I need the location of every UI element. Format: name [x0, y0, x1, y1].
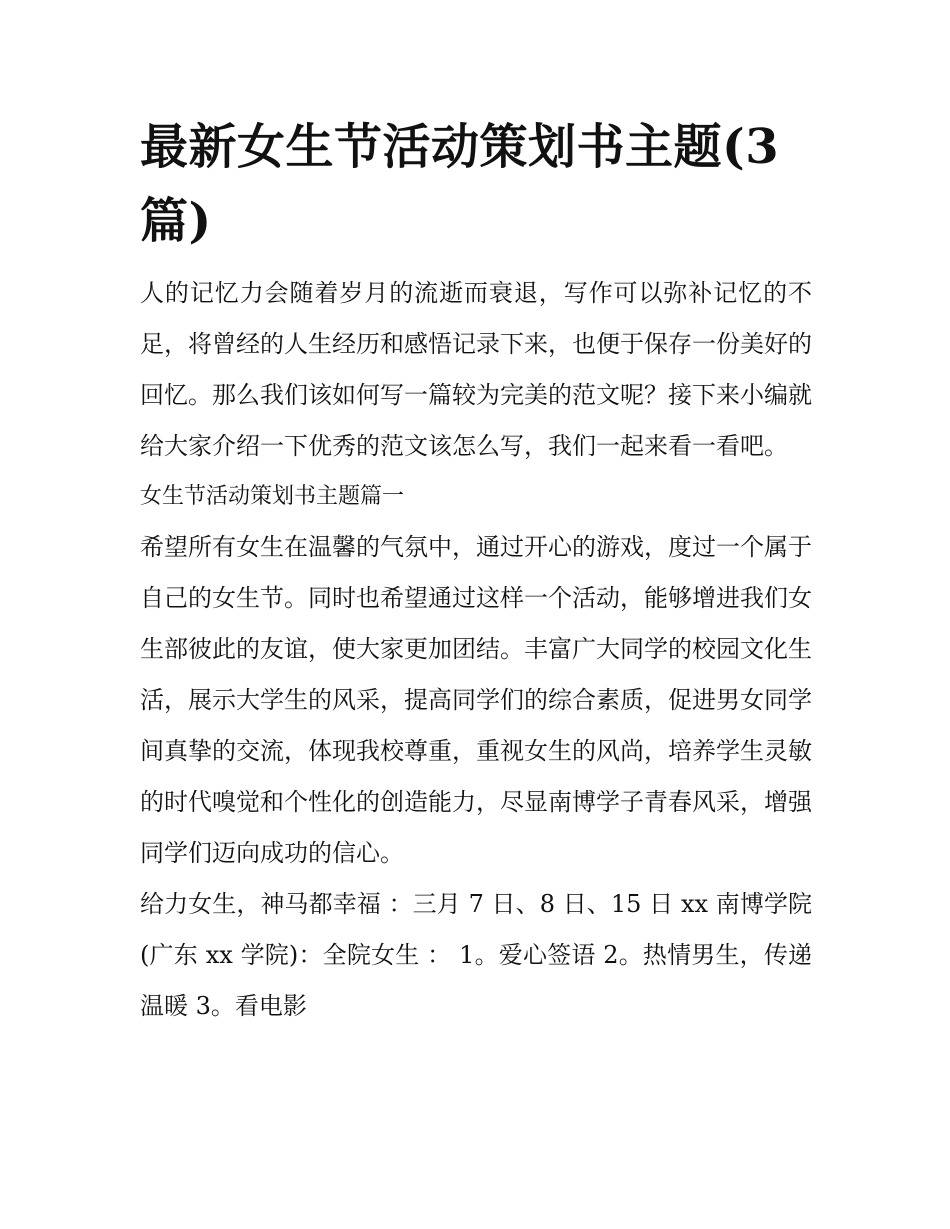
section-paragraph: 给力女生，神马都幸福 ：三月 7 日、8 日、15 日 xx 南博学院(广东 xx 学院)：全院女生 ： 1。爱心签语 2。热情男生，传递温暖 3。看电影: [140, 890, 812, 1020]
document-page: [140, 110, 812, 1032]
document-title: 最新女生节活动策划书主题(3篇): [140, 119, 780, 249]
section-heading: 女生节活动策划书主题篇一: [140, 484, 405, 509]
section-paragraph: 希望所有女生在温馨的气氛中，通过开心的游戏，度过一个属于自己的女生节。同时也希望通过这样一个活动，能够增进我们女生部彼此的友谊，使大家更加团结。丰富广大同学的校园文化生活，展示大学生的风采，提高同学们的综合素质，促进男女同学间真挚的交流，体现我校尊重，重视女生的风尚，培养学生灵敏的时代嗅觉和个性化的创造能力，尽显南博学子青春风采，增强同学们迈向成功的信心。: [140, 533, 812, 867]
intro-paragraph: 人的记忆力会随着岁月的流逝而衰退，写作可以弥补记忆的不足，将曾经的人生经历和感悟记录下来，也便于保存一份美好的回忆。那么我们该如何写一篇较为完美的范文呢？接下来小编就给大家介绍一下优秀的范文该怎么写，我们一起来看一看吧。: [140, 279, 812, 460]
